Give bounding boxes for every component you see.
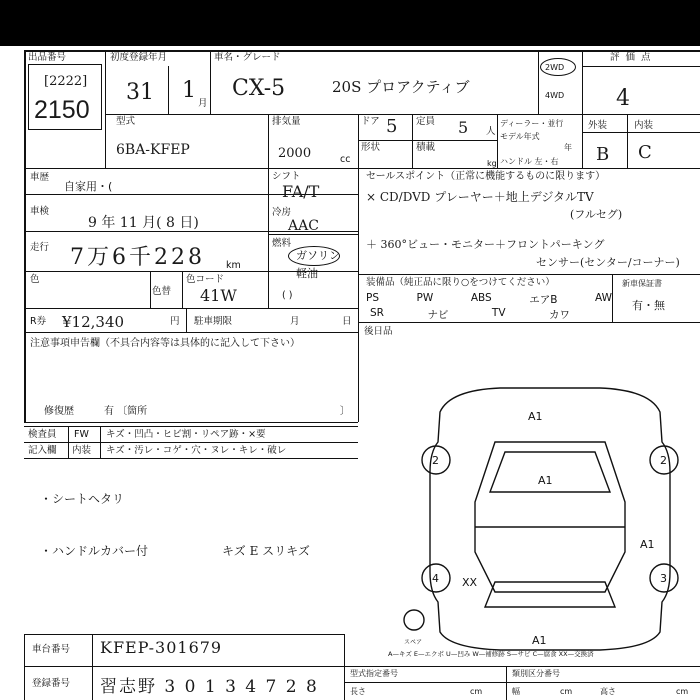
divider [506,666,507,700]
shape-label: 形状 [361,142,381,153]
equipment-airbag: エアB [529,294,558,306]
divider [538,50,539,114]
divider [182,271,183,308]
divider [24,332,358,333]
repair-end: 〕 [340,406,350,417]
sales-line1b: (フルセグ) [570,208,623,221]
color-swap-label: 色替 [152,286,172,297]
notes-title: 注意事項申告欄（不具合内容等は具体的に記入して下さい） [30,338,300,349]
month-unit: 月 [198,98,208,109]
divider [582,50,583,168]
divider [186,308,187,332]
equipment-tv: TV [491,307,506,319]
capacity-value: 5 [458,118,469,137]
width-label: 幅 [512,687,520,696]
divider [24,442,358,443]
sales-line2: ＋ 360°ビュー・モニター＋フロントパーキング [366,238,605,251]
equipment-pw: PW [416,292,434,304]
cm-unit-3: cm [676,687,689,696]
shift-value: FA/T [282,182,320,201]
divider [358,274,700,275]
divider [168,66,169,114]
divider [612,274,613,322]
score-value: 4 [616,86,630,111]
divider [24,634,344,635]
capacity-label: 定員 [416,116,436,127]
divider [344,634,345,700]
chassis-value: KFEP-301679 [100,638,223,657]
lot-small: [2222] [44,74,88,89]
repair-value: 有 〔箇所 [104,406,148,417]
shift-label: シフト [272,171,301,182]
history-label: 車歴 [30,172,50,183]
wheel-rr: 3 [660,572,667,585]
inspector-row1: キズ・凹凸・ヒビ割・リペア跡・×要 [106,429,266,440]
divider [268,234,358,235]
equipment-abs: ABS [470,292,492,304]
car-name: CX-5 [232,76,286,101]
fw-label: FW [74,429,89,440]
interior-label: 内装 [634,120,654,131]
handle-label: ハンドル 左・右 [500,157,559,166]
diagram-legend: A—キズ E—エクボ U—凹み W—補修跡 S—サビ C—腐食 XX—交換済 [388,650,594,658]
recycle-unit: 円 [170,316,180,327]
repair-label: 修復歴 [44,406,74,417]
spare-label: スペア [404,639,423,646]
warranty-options: 有・無 [632,299,665,312]
fuel-paren: ( ) [282,290,293,301]
equipment-aw: AW [595,292,612,304]
reg-month: 1 [182,78,196,103]
sales-line2b: センサー(センター/コーナー) [536,256,680,269]
parking-label: 駐車期限 [194,316,233,327]
equipment-title: 装備品（純正品に限り○をつけてください） [366,277,555,288]
divider [582,132,700,133]
later-items-label: 後日品 [364,326,393,337]
lot-number: 2150 [34,96,90,124]
fuel-diesel: 軽油 [296,267,318,280]
drive-circle [540,58,576,76]
mileage-label: 走行 [30,242,50,253]
mark-roof: A1 [538,474,553,487]
drive-2wd: 2WD [545,63,565,72]
displacement-value: 2000 [278,146,312,161]
interior-value: C [638,142,652,163]
divider [105,50,106,168]
inspection-value: 9 年 11 月( 8 日) [88,215,199,231]
sales-line1: × CD/DVD プレーヤー＋地上デジタルTV [366,190,594,204]
divider [358,168,359,422]
exterior-value: B [596,144,610,165]
reg-label: 登録番号 [32,678,71,689]
door-value: 5 [386,116,398,137]
displacement-label: 排気量 [272,116,301,127]
exterior-label: 外装 [588,120,608,131]
inspector-label: 検査員 [28,429,57,440]
divider [24,308,358,309]
color-code-value: 41W [200,286,237,305]
aircon-value: AAC [288,218,319,234]
mark-rear: A1 [532,634,547,647]
history-value: 自家用・( [64,180,113,193]
note-seat: ・シートヘタリ [40,492,125,506]
divider [582,66,700,67]
inspector-row2: キズ・汚レ・コゲ・穴・ヌレ・キレ・破レ [106,445,287,456]
divider [105,168,700,169]
carname-label: 車名・グレード [214,52,281,63]
color-code-label: 色コード [186,274,225,285]
reg-value: 習志野 3 0 1 3 4 7 2 8 [100,677,319,697]
divider [105,114,700,115]
mark-front: A1 [528,410,543,423]
divider [210,50,211,114]
interior-inspect-label: 内装 [72,445,92,456]
divider [627,114,628,168]
equipment-leather: カワ [548,309,570,321]
recycle-value: ¥12,340 [62,313,125,331]
year-unit: 年 [564,143,572,152]
car-grade: 20S プロアクティブ [332,78,470,96]
lot-label: 出品番号 [28,52,67,63]
mark-right: A1 [640,538,655,551]
divider [24,422,358,423]
divider [92,634,93,700]
divider [268,168,269,308]
load-label: 積載 [416,142,436,153]
divider [24,458,358,459]
model-year-label: モデル年式 [500,132,540,141]
wheel-fr: 2 [660,454,667,467]
wheel-fl: 2 [432,454,439,467]
entry-label: 記入欄 [28,445,57,456]
note-handle: ・ハンドルカバー付 [40,544,149,558]
divider [358,322,700,323]
door-label: ドア [361,116,380,127]
note-scratch: キズ E スリキズ [222,544,310,558]
dealer-label: ディーラー・並行 [500,119,564,128]
cm-unit-2: cm [560,687,573,696]
mark-left: XX [462,576,478,589]
car-diagram [400,382,700,654]
divider [24,168,106,169]
divider [24,634,25,700]
reg-year: 31 [126,80,154,105]
length-label: 長さ [350,687,366,696]
parking-month: 月 [290,316,300,327]
model-value: 6BA-KFEP [116,142,190,158]
chassis-label: 車台番号 [32,644,71,655]
frame-left [24,50,26,422]
fuel-gasoline: ガソリン [296,249,340,262]
divider [268,114,269,168]
equipment-navi: ナビ [427,309,449,321]
inspection-label: 車検 [30,206,50,217]
fuel-circle [288,246,340,266]
equipment-row2 [370,307,570,322]
km-unit: km [226,260,241,271]
equipment-ps: PS [366,292,379,304]
divider [68,426,69,458]
model-label: 型式 [116,116,136,127]
wheel-rl: 4 [432,572,439,585]
aircon-label: 冷房 [272,207,292,218]
height-label: 高さ [600,687,616,696]
divider [344,682,700,683]
recycle-label: R券 [30,316,47,327]
divider [100,426,101,458]
fuel-label: 燃料 [272,238,292,249]
type-spec-label: 型式指定番号 [350,669,398,678]
score-label: 評価点 [610,52,657,63]
first-reg-label: 初度登録年月 [110,52,168,63]
parking-day: 日 [342,316,352,327]
kg-unit: kg [487,159,497,168]
equipment-row1 [366,292,612,307]
drive-4wd: 4WD [545,91,565,100]
divider [24,426,358,427]
sales-title: セールスポイント（正常に機能するものに限ります） [366,171,606,182]
color-label: 色 [30,274,40,285]
equipment-sr: SR [370,307,384,319]
warranty-label: 新車保証書 [622,279,662,288]
class-label: 類別区分番号 [512,669,560,678]
person-unit: 人 [486,126,496,137]
cm-unit-1: cm [470,687,483,696]
auction-sheet [0,46,700,700]
mileage-value: 7万6千228 [70,245,205,270]
cc-unit: cc [340,154,351,165]
